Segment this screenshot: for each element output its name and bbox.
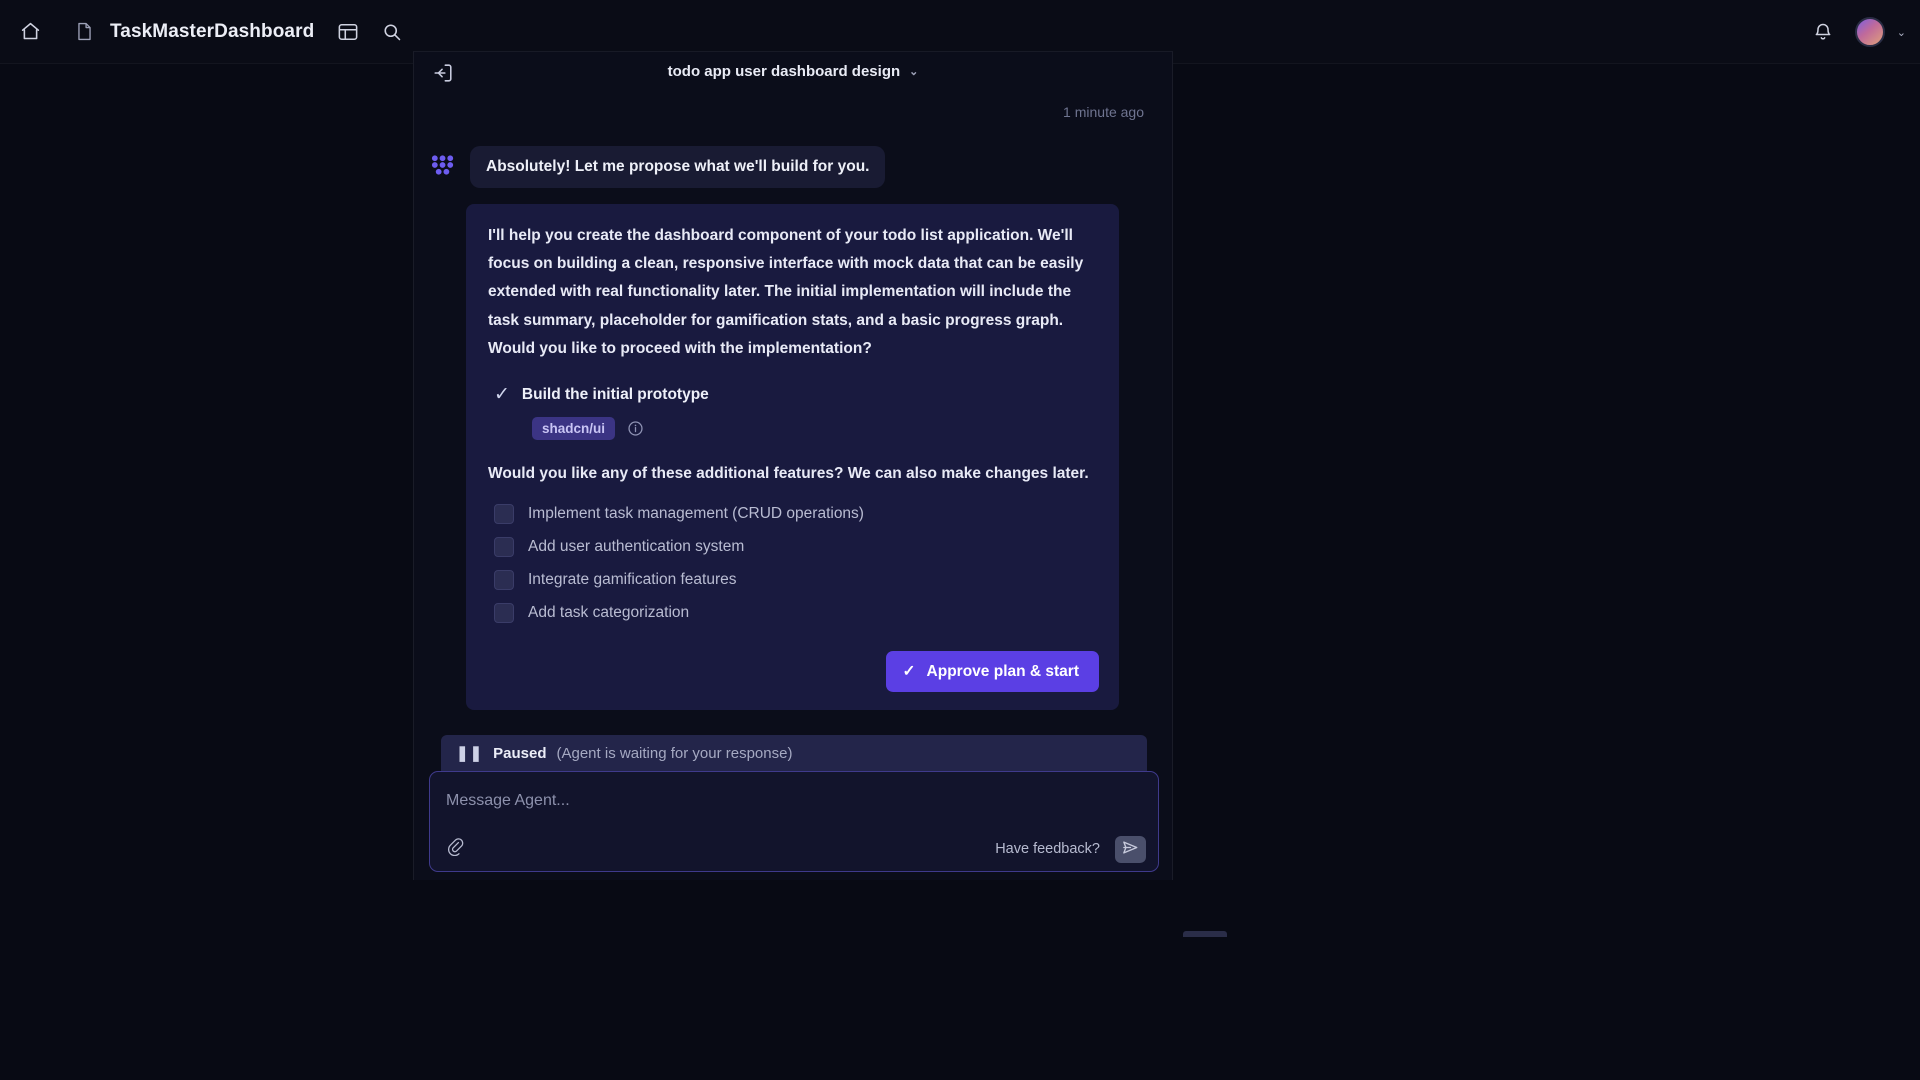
page-title: todo app user dashboard design: [667, 63, 901, 80]
message-timestamp: 1 minute ago: [1063, 104, 1144, 120]
checkbox[interactable]: [494, 570, 514, 590]
agent-greeting-row: [428, 146, 1160, 188]
list-item[interactable]: [494, 497, 1099, 530]
status-label: Paused: [493, 744, 547, 762]
message-composer[interactable]: [429, 771, 1159, 872]
checkbox[interactable]: [494, 603, 514, 623]
plan-intro-text: I'll help you create the dashboard component of your todo list application. We'll focus on building a clean, responsive interface with mock data that can be easily extended with real functionality later. The initial implementation will include the task summary, placeholder for gamification stats, and a basic progress graph. Would you like to proceed with the implementation?: [488, 227, 1084, 357]
panel-header: [414, 52, 1172, 98]
plan-task-row: [494, 385, 1099, 404]
approve-plan-button[interactable]: [886, 651, 1099, 692]
home-icon: [20, 21, 41, 42]
send-message-button[interactable]: [1115, 836, 1146, 863]
list-item-label: Add user authentication system: [528, 537, 745, 555]
list-item-label: Add task categorization: [528, 603, 690, 621]
top-bar-left-group: [0, 12, 412, 52]
top-bar-right-group: [1803, 0, 1906, 64]
approve-plan-label: Approve plan & start: [926, 662, 1079, 680]
account-menu-chevron-down-icon[interactable]: ⌄: [1896, 26, 1906, 39]
search-icon: [382, 22, 402, 42]
agent-greeting-text: Absolutely! Let me propose what we'll build for you.: [470, 146, 885, 188]
plan-task-label: Build the initial prototype: [521, 385, 709, 403]
panel-layout-button[interactable]: [328, 12, 368, 52]
document-icon: [76, 22, 93, 41]
status-badge: [441, 735, 1147, 771]
plan-task-meta: [532, 417, 1099, 440]
plan-followup-question: Would you like any of these additional features? We can also make changes later.: [488, 465, 1089, 483]
attach-file-button[interactable]: [442, 836, 468, 862]
agent-avatar: [428, 152, 458, 182]
plan-actions: [488, 651, 1099, 692]
list-item-label: Integrate gamification features: [528, 570, 737, 588]
conversation-title-menu[interactable]: [414, 63, 1172, 80]
optional-features-list: [494, 497, 1099, 629]
avatar[interactable]: [1855, 17, 1885, 47]
list-item-label: Implement task management (CRUD operations): [528, 504, 864, 522]
status-detail: (Agent is waiting for your response): [556, 744, 793, 762]
send-icon: [1122, 840, 1139, 860]
pause-icon: ❚❚: [456, 745, 484, 762]
plan-proposal-card: [466, 204, 1119, 710]
composer-placeholder: Message Agent...: [446, 792, 570, 809]
list-item[interactable]: [494, 530, 1099, 563]
search-button[interactable]: [372, 12, 412, 52]
checkbox[interactable]: [494, 504, 514, 524]
list-item[interactable]: [494, 563, 1099, 596]
library-tag[interactable]: shadcn/ui: [532, 417, 615, 440]
chevron-down-icon: ⌄: [909, 66, 919, 78]
resize-handle[interactable]: [1183, 931, 1227, 937]
notifications-button[interactable]: [1803, 12, 1843, 52]
paperclip-icon: [447, 837, 464, 861]
agent-chat-panel: [413, 51, 1173, 880]
panel-layout-icon: [337, 22, 359, 42]
list-item[interactable]: [494, 596, 1099, 629]
agent-logo-icon: [430, 154, 457, 181]
check-icon: ✓: [902, 663, 916, 681]
check-icon: ✓: [494, 384, 510, 406]
notification-bell-icon: [1813, 22, 1833, 42]
project-name: TaskMasterDashboard: [110, 20, 315, 42]
project-file-icon-button[interactable]: [64, 12, 104, 52]
feedback-link[interactable]: Have feedback?: [995, 841, 1100, 857]
checkbox[interactable]: [494, 537, 514, 557]
info-icon[interactable]: [627, 420, 644, 437]
home-button[interactable]: [10, 12, 50, 52]
